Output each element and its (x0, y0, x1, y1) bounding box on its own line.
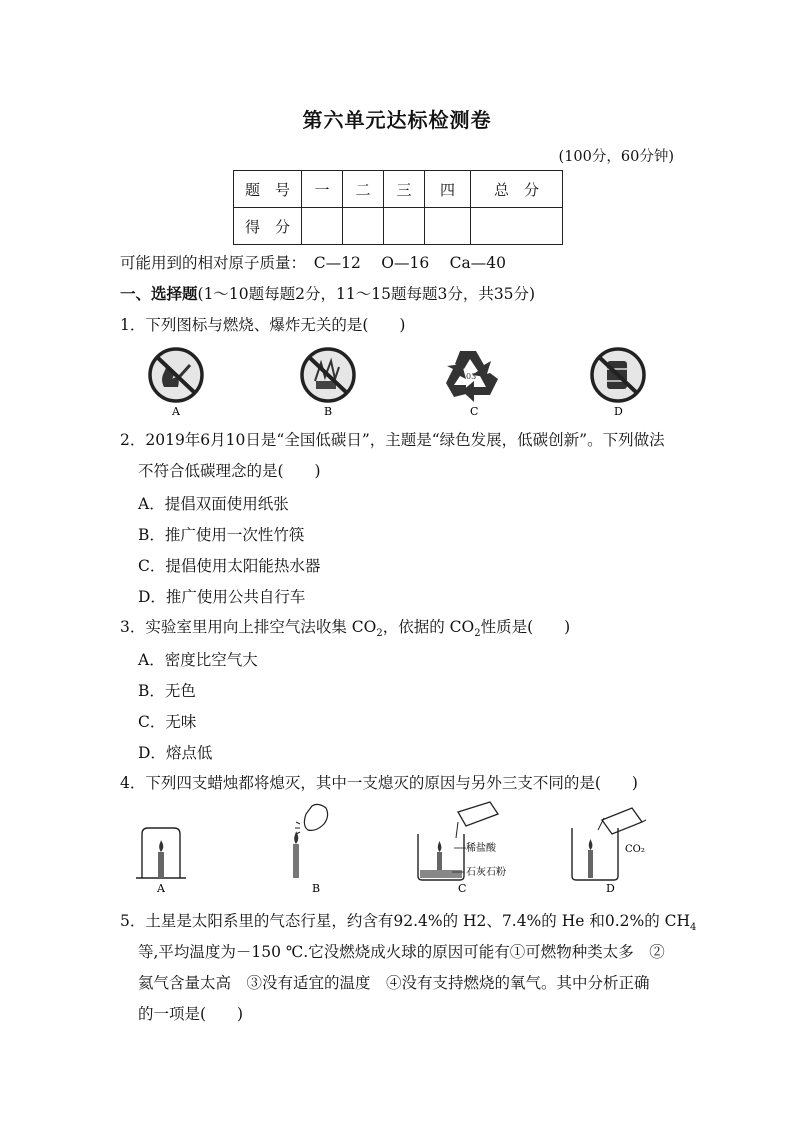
q2-option-b[interactable]: B．推广使用一次性竹筷 (138, 526, 305, 544)
score-cell: 一 (302, 171, 343, 208)
q1-label-c: C (470, 405, 479, 418)
co2-label: CO₂ (625, 844, 645, 855)
q3-suffix: 性质是( ) (480, 618, 571, 636)
q1-label-b: B (324, 405, 333, 418)
q3-option-d[interactable]: D．熔点低 (138, 744, 213, 762)
candle-under-jar-figure (136, 828, 186, 878)
q3-sub: 2 (376, 628, 383, 640)
section-note: (1～10题每题2分，11～15题每题3分，共35分) (197, 285, 536, 303)
blowing-candle-figure (293, 804, 328, 878)
q4-label-a: A (157, 882, 165, 895)
no-fireworks-sign-icon (302, 349, 354, 401)
co2-pour-figure (572, 808, 646, 880)
recycle-icon (446, 351, 498, 402)
q5-sub: 4 (690, 922, 697, 934)
page-title: 第六单元达标检测卷 (302, 108, 492, 132)
score-time-info: (100分，60分钟) (558, 149, 674, 165)
score-table (233, 170, 563, 245)
score-cell: 题 号 (234, 171, 302, 208)
atomic-mass-line: 可能用到的相对原子质量： C—12 O—16 Ca—40 (120, 254, 506, 272)
q2-option-c[interactable]: C．提倡使用太阳能热水器 (138, 557, 321, 575)
q2-option-d[interactable]: D．推广使用公共自行车 (138, 588, 306, 606)
score-input-cell[interactable] (425, 208, 471, 245)
score-cell: 总 分 (471, 171, 563, 208)
score-table-header-row (234, 171, 563, 208)
q4-label-d: D (606, 882, 615, 895)
score-input-cell[interactable] (471, 208, 563, 245)
q1-figures (110, 345, 690, 423)
q4-label-b: B (312, 882, 321, 895)
score-input-cell[interactable] (302, 208, 343, 245)
acid-label: 稀盐酸 (466, 843, 496, 854)
score-table-score-row (234, 208, 563, 245)
q5-line1-text: 5．土星是太阳系里的气态行星，约含有92.4%的 H2、7.4%的 He 和0.2%的 CH (120, 912, 691, 930)
q4-figures (120, 800, 680, 900)
question-5-line1 (120, 911, 696, 938)
question-2-line2: 不符合低碳理念的是( ) (138, 462, 321, 480)
question-5-line2: 等,平均温度为－150 ℃.它没燃烧成火球的原因可能有①可燃物种类太多 ② (138, 943, 665, 961)
question-1-text: 1．下列图标与燃烧、爆炸无关的是( ) (120, 316, 406, 334)
question-5-line4: 的一项是( ) (138, 1005, 244, 1023)
q3-option-c[interactable]: C．无味 (138, 713, 197, 731)
no-fire-sign-icon (150, 349, 202, 401)
q3-option-a[interactable]: A．密度比空气大 (138, 651, 258, 669)
q3-sub: 2 (474, 628, 481, 640)
q3-option-b[interactable]: B．无色 (138, 682, 196, 700)
question-5-line3: 氦气含量太高 ③没有适宜的温度 ④没有支持燃烧的氧气。其中分析正确 (138, 974, 650, 992)
q3-mid: ，依据的 CO (382, 618, 475, 636)
no-barrel-sign-icon (592, 349, 644, 401)
score-cell: 二 (343, 171, 384, 208)
q1-label-a: A (172, 405, 180, 418)
score-cell: 得 分 (234, 208, 302, 245)
q4-label-c: C (458, 882, 467, 895)
score-cell: 三 (384, 171, 425, 208)
limestone-label: 石灰石粉 (466, 867, 506, 878)
score-input-cell[interactable] (343, 208, 384, 245)
q3-prefix: 3．实验室里用向上排空气法收集 CO (120, 618, 377, 636)
question-4-text: 4．下列四支蜡烛都将熄灭，其中一支熄灭的原因与另外三支不同的是( ) (120, 774, 638, 792)
question-3-text (120, 617, 570, 644)
q2-option-a[interactable]: A．提倡双面使用纸张 (138, 495, 289, 513)
acid-limestone-figure (418, 802, 506, 880)
score-cell: 四 (425, 171, 471, 208)
score-input-cell[interactable] (384, 208, 425, 245)
section1-heading-line (120, 284, 535, 304)
question-2-line1: 2．2019年6月10日是“全国低碳日”，主题是“绿色发展，低碳创新”。下列做法 (120, 431, 665, 449)
q1-label-d: D (614, 405, 623, 418)
section-heading: 一、选择题 (120, 284, 198, 303)
recycle-number: 03 (466, 372, 477, 381)
